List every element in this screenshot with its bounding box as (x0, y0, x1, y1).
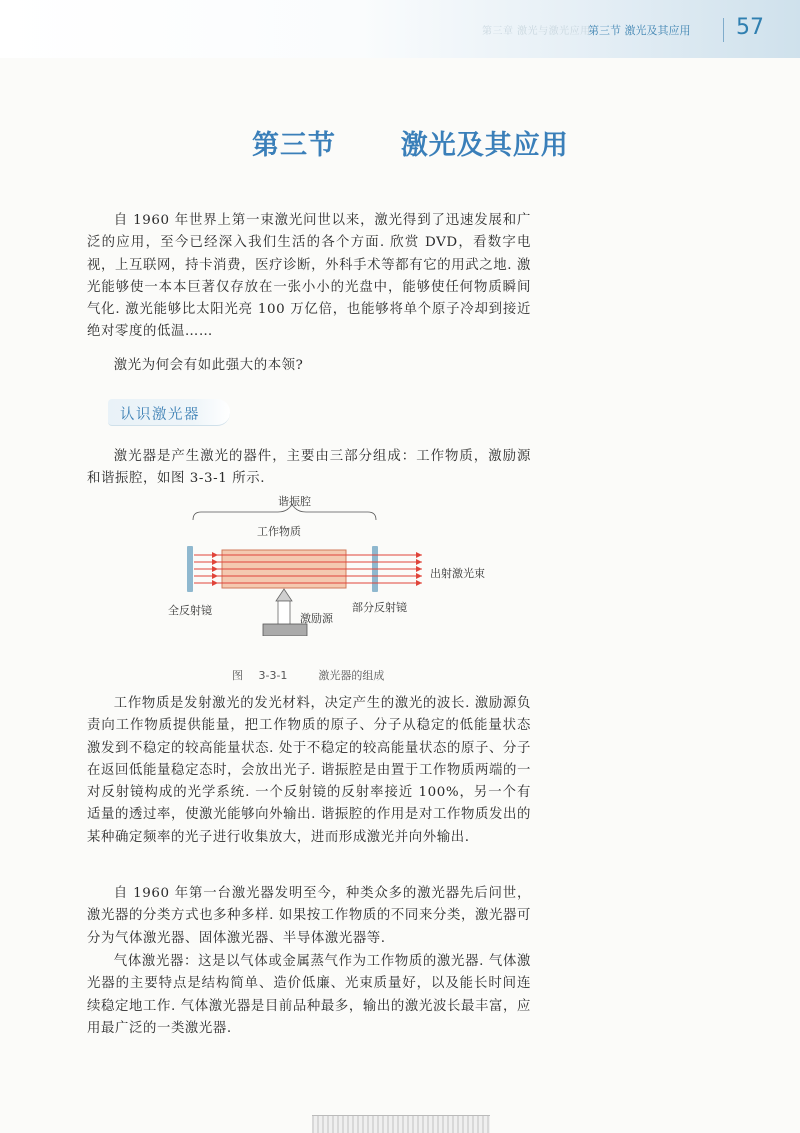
page-header (0, 0, 800, 58)
pump-label: 激励源 (300, 612, 333, 625)
subsection-heading-label: 认识激光器 (120, 407, 200, 423)
beam-arrowhead (212, 580, 218, 586)
laser-history-paragraph: 自 1960 年第一台激光器发明至今，种类众多的激光器先后问世，激光器的分类方式也多种多样. 如果按工作物质的不同来分类，激光器可分为气体激光器、固体激光器、半导体激光器等. (87, 886, 531, 946)
gas-laser-paragraph: 气体激光器：这是以气体或金属蒸气作为工作物质的激光器. 气体激光器的主要特点是结构简单、造价低廉、光束质量好，以及能长时间连续稳定地工作. 气体激光器是目前品种最多，输出的激光波长最丰富，应用最广泛的一类激光器. (87, 954, 531, 1036)
intro-question: 激光为何会有如此强大的本领? (113, 358, 304, 373)
beam-arrowhead (416, 559, 422, 565)
subsection-heading (108, 399, 230, 426)
beam-arrowhead (212, 573, 218, 579)
beam-arrowhead (212, 566, 218, 572)
output-beam-label: 出射激光束 (430, 567, 485, 580)
header-section-title: 第三节 激光及其应用 (588, 24, 691, 37)
cavity-label: 谐振腔 (278, 495, 311, 508)
intro-paragraph: 自 1960 年世界上第一束激光问世以来，激光得到了迅速发展和广泛的应用，至今已经深入我们生活的各个方面. 欣赏 DVD，看数字电视，上互联网，持卡消费，医疗诊断，外科手术等都有它的用武之地. 激光能够使一本本巨著仅存放在一张小小的光盘中，能够使任何物质瞬间气化. 激光能够比太阳光亮 100 万亿倍，也能够将单个原子冷却到接近绝对零度的低温…… (87, 213, 531, 340)
page-number: 57 (736, 15, 764, 40)
section-title: 第三节 激光及其应用 (252, 130, 569, 161)
partial-mirror-label: 部分反射镜 (352, 601, 407, 614)
laser-components-paragraph: 激光器是产生激光的器件，主要由三部分组成：工作物质，激励源和谐振腔，如图 3-3-1 所示. (87, 449, 531, 487)
beam-arrowhead (212, 559, 218, 565)
laser-structure-diagram (160, 488, 500, 636)
beam-arrowhead (416, 566, 422, 572)
pump-nozzle (276, 589, 292, 601)
pump-stem (278, 601, 290, 625)
components-explanation-paragraph: 工作物质是发射激光的发光材料，决定产生的激光的波长. 激励源负责向工作物质提供能量，把工作物质的原子、分子从稳定的低能量状态激发到不稳定的较高能量状态. 处于不稳定的较高能量状态的原子、分子在返回低能量稳定态时，会放出光子. 谐振腔是由置于工作物质两端的一对反射镜构成的光学系统. 一个反射镜的反射率接近 100%，另一个有适量的透过率，使激光能够向外输出. 谐振腔的作用是对工作物质发出的某种确定频率的光子进行收集放大，进而形成激光并向外输出. (87, 696, 531, 845)
figure-caption: 图 3-3-1 激光器的组成 (232, 669, 385, 682)
chapter-ghost-text: 第三章 激光与激光应用 (482, 26, 591, 37)
pump-base (263, 624, 307, 636)
full-mirror-label: 全反射镜 (168, 604, 212, 617)
beam-arrowhead (416, 552, 422, 558)
beam-arrowhead (416, 573, 422, 579)
full-reflector-mirror (187, 546, 193, 592)
beam-arrowhead (416, 580, 422, 586)
medium-label: 工作物质 (257, 525, 301, 538)
book-spine-strip (312, 1115, 490, 1133)
header-divider (723, 18, 724, 42)
beam-arrowhead (212, 552, 218, 558)
